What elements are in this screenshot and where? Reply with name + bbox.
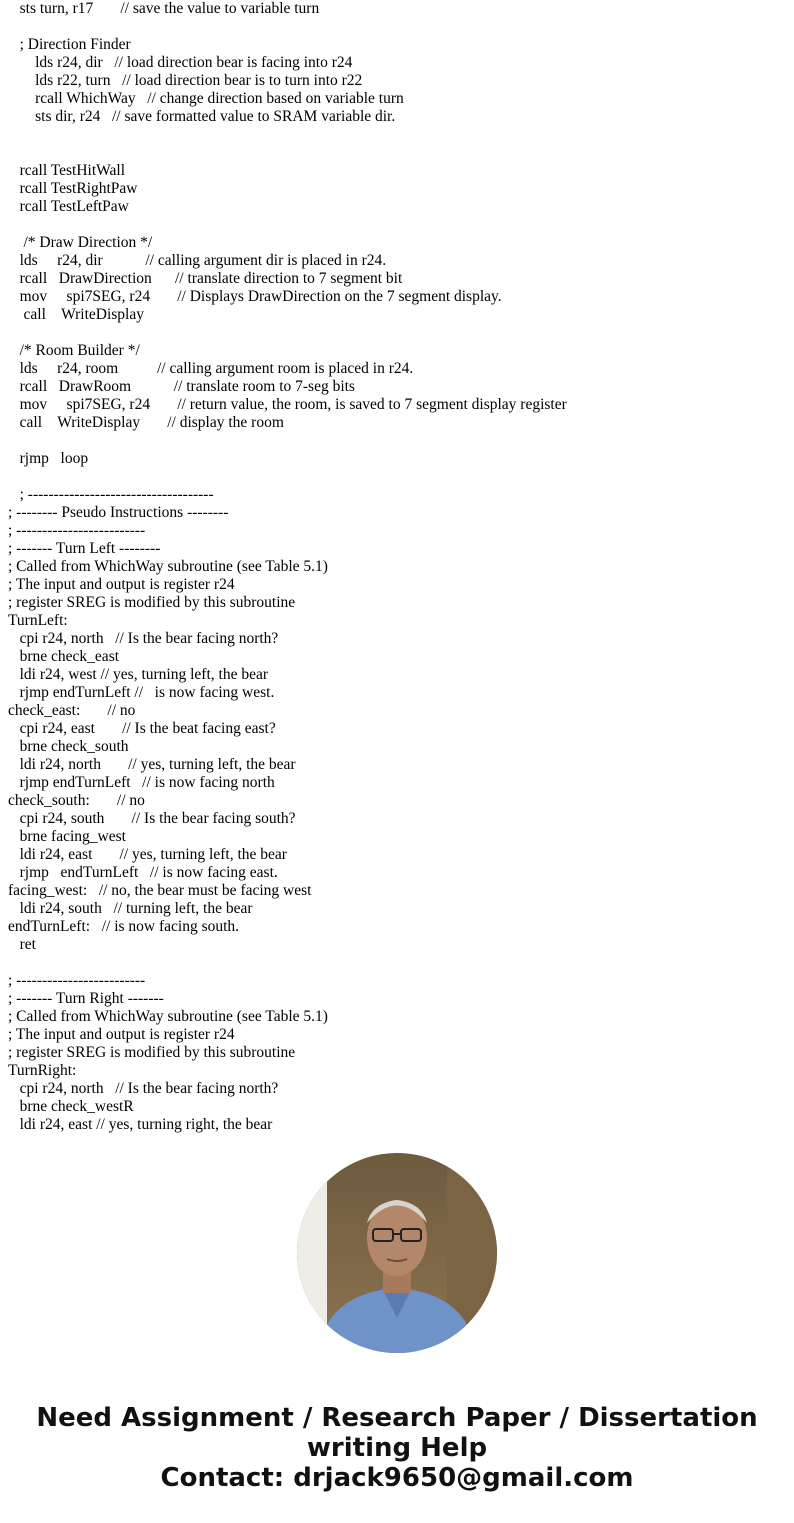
code-line: lds r24, room // calling argument room is placed in r24. xyxy=(8,360,414,377)
code-line: ldi r24, east // yes, turning left, the bear xyxy=(8,846,287,863)
code-line: ; -------- Pseudo Instructions -------- xyxy=(8,504,229,521)
code-line: rcall TestRightPaw xyxy=(8,180,138,197)
promo-banner xyxy=(0,1403,794,1493)
code-line: rjmp endTurnLeft // is now facing west. xyxy=(8,684,275,701)
code-line: brne check_westR xyxy=(8,1098,134,1115)
code-line: cpi r24, east // Is the beat facing east? xyxy=(8,720,276,737)
code-line: call WriteDisplay xyxy=(8,306,144,323)
code-line: ldi r24, south // turning left, the bear xyxy=(8,900,253,917)
code-line: ; ------------------------------------ xyxy=(8,486,214,503)
code-line xyxy=(8,216,567,234)
code-line: lds r24, dir // calling argument dir is placed in r24. xyxy=(8,252,387,269)
code-line: brne facing_west xyxy=(8,828,126,845)
code-line: ; The input and output is register r24 xyxy=(8,576,235,593)
code-line: rcall TestHitWall xyxy=(8,162,126,179)
code-line: call WriteDisplay // display the room xyxy=(8,414,284,431)
code-line xyxy=(8,126,567,144)
code-line: endTurnLeft: // is now facing south. xyxy=(8,918,240,935)
code-line: facing_west: // no, the bear must be facing west xyxy=(8,882,312,899)
promo-contact: Contact: drjack9650@gmail.com xyxy=(160,1463,634,1493)
code-line: rcall DrawRoom // translate room to 7-seg bits xyxy=(8,378,355,395)
code-line: ; ------- Turn Left -------- xyxy=(8,540,161,557)
code-line: sts dir, r24 // save formatted value to SRAM variable dir. xyxy=(8,108,396,125)
code-line xyxy=(8,18,567,36)
code-line: rcall WhichWay // change direction based on variable turn xyxy=(8,90,404,107)
code-line: TurnLeft: xyxy=(8,612,68,629)
promo-line-2: writing Help xyxy=(306,1433,488,1463)
code-line: rjmp loop xyxy=(8,450,89,467)
code-line: sts turn, r17 // save the value to variable turn xyxy=(8,0,320,17)
code-line: ; Direction Finder xyxy=(8,36,131,53)
code-line: brne check_south xyxy=(8,738,129,755)
code-line: ; ------- Turn Right ------- xyxy=(8,990,164,1007)
code-line xyxy=(8,324,567,342)
code-line xyxy=(8,432,567,450)
code-line: ; ------------------------- xyxy=(8,522,146,539)
code-line: ; The input and output is register r24 xyxy=(8,1026,235,1043)
code-line: check_south: // no xyxy=(8,792,145,809)
code-line xyxy=(8,954,567,972)
code-line: /* Draw Direction */ xyxy=(8,234,153,251)
code-line: rjmp endTurnLeft // is now facing north xyxy=(8,774,275,791)
code-line: lds r24, dir // load direction bear is facing into r24 xyxy=(8,54,353,71)
code-line: brne check_east xyxy=(8,648,120,665)
code-line: ldi r24, east // yes, turning right, the bear xyxy=(8,1116,273,1133)
code-line: rcall TestLeftPaw xyxy=(8,198,129,215)
promo-line-1: Need Assignment / Research Paper / Dissertation xyxy=(36,1403,758,1433)
code-line: cpi r24, south // Is the bear facing south? xyxy=(8,810,296,827)
code-line: lds r22, turn // load direction bear is to turn into r22 xyxy=(8,72,363,89)
code-line: /* Room Builder */ xyxy=(8,342,140,359)
author-photo xyxy=(297,1153,497,1353)
code-line: ; register SREG is modified by this subroutine xyxy=(8,1044,296,1061)
code-line: mov spi7SEG, r24 // Displays DrawDirection on the 7 segment display. xyxy=(8,288,502,305)
code-line xyxy=(8,144,567,162)
author-photo-image xyxy=(297,1153,497,1353)
code-line xyxy=(8,468,567,486)
code-line: cpi r24, north // Is the bear facing north? xyxy=(8,1080,279,1097)
code-line: ; ------------------------- xyxy=(8,972,146,989)
code-line: rjmp endTurnLeft // is now facing east. xyxy=(8,864,278,881)
code-line: TurnRight: xyxy=(8,1062,77,1079)
code-line: ret xyxy=(8,936,36,953)
code-line: mov spi7SEG, r24 // return value, the room, is saved to 7 segment display register xyxy=(8,396,567,413)
code-line: check_east: // no xyxy=(8,702,136,719)
code-line: rcall DrawDirection // translate direction to 7 segment bit xyxy=(8,270,403,287)
code-listing xyxy=(8,0,567,1134)
code-line: cpi r24, north // Is the bear facing north? xyxy=(8,630,279,647)
code-line: ldi r24, west // yes, turning left, the bear xyxy=(8,666,268,683)
code-line: ldi r24, north // yes, turning left, the bear xyxy=(8,756,296,773)
code-line: ; register SREG is modified by this subroutine xyxy=(8,594,296,611)
code-line: ; Called from WhichWay subroutine (see Table 5.1) xyxy=(8,558,328,575)
code-line: ; Called from WhichWay subroutine (see Table 5.1) xyxy=(8,1008,328,1025)
